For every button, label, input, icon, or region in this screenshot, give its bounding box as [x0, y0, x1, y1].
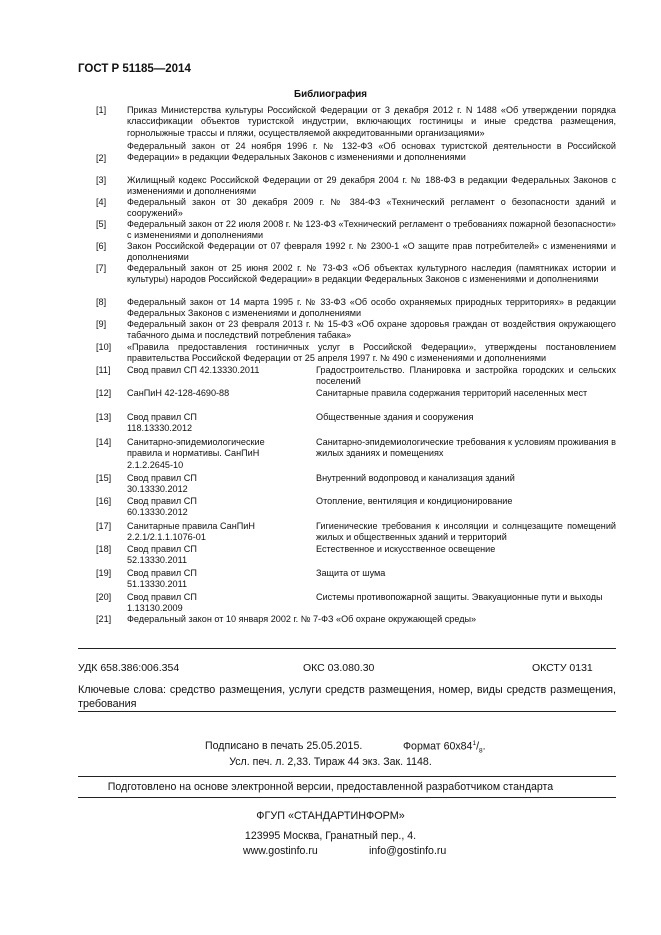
bib-code-title: Санитарно-эпидемиологические требования к условиям проживания в жилых зданиях и помещениях — [316, 437, 616, 459]
bib-entry — [96, 297, 616, 319]
bib-code-entry — [96, 412, 616, 437]
prepared-note: Подготовлено на основе электронной версии, предоставленной разработчиком стандарта — [107, 781, 554, 793]
bib-code-entry — [96, 437, 616, 473]
bib-number: [18] — [96, 544, 112, 554]
okstu-code: ОКСТУ 0131 — [532, 662, 593, 674]
bib-number: [1] — [96, 105, 107, 115]
document-id: ГОСТ Р 51185—2014 — [78, 63, 191, 75]
bib-code-entry — [96, 568, 616, 592]
bib-text: «Правила предоставления гостиничных услуг в Российской Федерации», утверждены постановлением правительства Российской Федерации от 25 апреля 1997 г. № 490 с изменениями и дополнениями — [127, 342, 616, 364]
bib-code: Санитарные правила СанПиН 2.2.1/2.1.1.1076-01 — [127, 521, 255, 543]
bib-code: Свод правил СП 42.13330.2011 — [127, 365, 260, 375]
bib-number: [4] — [96, 197, 107, 207]
bib-code-title: Защита от шума — [316, 568, 386, 578]
bib-text: Федеральный закон от 24 ноября 1996 г. № 132-ФЗ «Об основах туристской деятельности в Российской Федерации» в редакции Федеральных Законов с изменениями и дополнениями — [127, 141, 616, 163]
bib-code-title: Системы противопожарной защиты. Эвакуационные пути и выходы — [316, 592, 603, 602]
bib-text: Жилищный кодекс Российской Федерации от 29 декабря 2004 г. № 188-ФЗ в редакции Федеральных Законов с изменениями и дополнениями — [127, 175, 616, 197]
keywords: Ключевые слова: средство размещения, услуги средств размещения, номер, виды средств размещения, требования — [78, 684, 616, 710]
print-sheets: Усл. печ. л. 2,33. Тираж 44 экз. Зак. 1148. — [229, 756, 432, 768]
bib-number: [12] — [96, 388, 112, 398]
bib-code: Свод правил СП 30.13330.2012 — [127, 473, 197, 495]
bib-code: Санитарно-эпидемиологические правила и нормативы. СанПиН 2.1.2.2645-10 — [127, 437, 265, 470]
bib-number: [21] — [96, 614, 112, 624]
signed-date: Подписано в печать 25.05.2015. — [205, 740, 363, 752]
bib-number: [19] — [96, 568, 112, 578]
bib-number: [5] — [96, 219, 107, 229]
bib-number: [8] — [96, 297, 107, 307]
publisher-address: 123995 Москва, Гранатный пер., 4. — [244, 830, 417, 842]
bib-code: Свод правил СП 118.13330.2012 — [127, 412, 197, 434]
bib-code-entry — [96, 544, 616, 568]
bib-text: Федеральный закон от 22 июля 2008 г. № 123-ФЗ «Технический регламент о требованиях пожарной безопасности» с изменениями и дополнениями — [127, 219, 616, 241]
bib-number: [9] — [96, 319, 107, 329]
bib-code-title: Общественные здания и сооружения — [316, 412, 474, 422]
bib-number: [13] — [96, 412, 112, 422]
bib-number: [15] — [96, 473, 112, 483]
bib-code-title: Гигиенические требования к инсоляции и солнцезащите помещений жилых и общественных зданий и территорий — [316, 521, 616, 543]
bib-number: [16] — [96, 496, 112, 506]
bib-code-title: Градостроительство. Планировка и застройка городских и сельских поселений — [316, 365, 616, 387]
bib-code-title: Отопление, вентиляция и кондиционирование — [316, 496, 513, 506]
print-format: Формат $60x84^1/_8$. — [403, 740, 486, 755]
bib-text: Федеральный закон от 14 марта 1995 г. № 33-ФЗ «Об особо охраняемых природных территориях» в редакции Федеральных Законов с изменениями и дополнениями — [127, 297, 616, 319]
bib-code: Свод правил СП 1.13130.2009 — [127, 592, 197, 614]
bib-code: СанПиН 42-128-4690-88 — [127, 388, 230, 398]
bib-code-entry — [96, 496, 616, 521]
bib-number: [20] — [96, 592, 112, 602]
bib-code: Свод правил СП 51.13330.2011 — [127, 568, 197, 590]
website-link[interactable]: www.gostinfo.ru — [243, 845, 318, 857]
bib-entry — [96, 175, 616, 197]
bib-text: Федеральный закон от 23 февраля 2013 г. № 15-ФЗ «Об охране здоровья граждан от воздействия окружающего табачного дыма и последствий потребления табака» — [127, 319, 616, 341]
bib-number: [11] — [96, 365, 111, 375]
bib-text: Закон Российской Федерации от 07 февраля 1992 г. № 2300-1 «О защите прав потребителей» с изменениями и дополнениями — [127, 241, 616, 263]
bib-entry — [96, 219, 616, 241]
bib-number: [2] — [96, 153, 107, 163]
divider-keywords — [78, 711, 616, 712]
divider-imprint — [78, 776, 616, 777]
oks-code: ОКС 03.080.30 — [303, 662, 375, 674]
bib-number: [14] — [96, 437, 112, 447]
publisher-name: ФГУП «СТАНДАРТИНФОРМ» — [256, 810, 405, 822]
bib-number: [6] — [96, 241, 107, 251]
bib-entry — [96, 319, 616, 342]
divider-top — [78, 648, 616, 649]
bib-number: [7] — [96, 263, 107, 273]
bib-code-title: Естественное и искусственное освещение — [316, 544, 496, 554]
bib-entry — [96, 614, 616, 626]
bibliography-list — [96, 105, 616, 626]
udk-code: УДК 658.386:006.354 — [78, 662, 180, 674]
bib-number: [3] — [96, 175, 107, 185]
bibliography-title: Библиография — [294, 89, 367, 100]
bib-entry — [96, 141, 616, 172]
bib-entry — [96, 241, 616, 263]
bib-entry — [96, 342, 616, 365]
bib-code: Свод правил СП 52.13330.2011 — [127, 544, 197, 566]
bib-code: Свод правил СП 60.13330.2012 — [127, 496, 197, 518]
bib-entry — [96, 197, 616, 219]
bib-text: Федеральный закон от 30 декабря 2009 г. № 384-ФЗ «Технический регламент о безопасности зданий и сооружений» — [127, 197, 616, 219]
divider-prepared — [78, 797, 616, 798]
bib-number: [17] — [96, 521, 112, 531]
bib-code-entry — [96, 365, 616, 388]
bib-code-title: Санитарные правила содержания территорий населенных мест — [316, 388, 588, 398]
bib-text: Приказ Министерства культуры Российской Федерации от 3 декабря 2012 г. N 1488 «Об утверждении порядка классификации объектов туристской индустрии, включающих гостиницы и иные средства размещения, горнолыжные трассы и пляжи, осуществляемой аккредитованными организациями» — [127, 105, 616, 138]
bib-number: [10] — [96, 342, 112, 352]
bib-code-entry — [96, 521, 616, 544]
bib-code-entry — [96, 592, 616, 614]
bib-code-entry — [96, 473, 616, 496]
email-link[interactable]: info@gostinfo.ru — [369, 845, 447, 857]
bib-text: Федеральный закон от 25 июня 2002 г. № 73-ФЗ «Об объектах культурного наследия (памятниках истории и культуры) народов Российской Федерации» в редакции Федеральных Законов с изменениями и дополнениями — [127, 263, 616, 285]
bib-text: Федеральный закон от 10 января 2002 г. № 7-ФЗ «Об охране окружающей среды» — [127, 614, 477, 624]
bib-code-entry — [96, 388, 616, 412]
bib-entry — [96, 263, 616, 297]
bib-code-title: Внутренний водопровод и канализация зданий — [316, 473, 515, 483]
